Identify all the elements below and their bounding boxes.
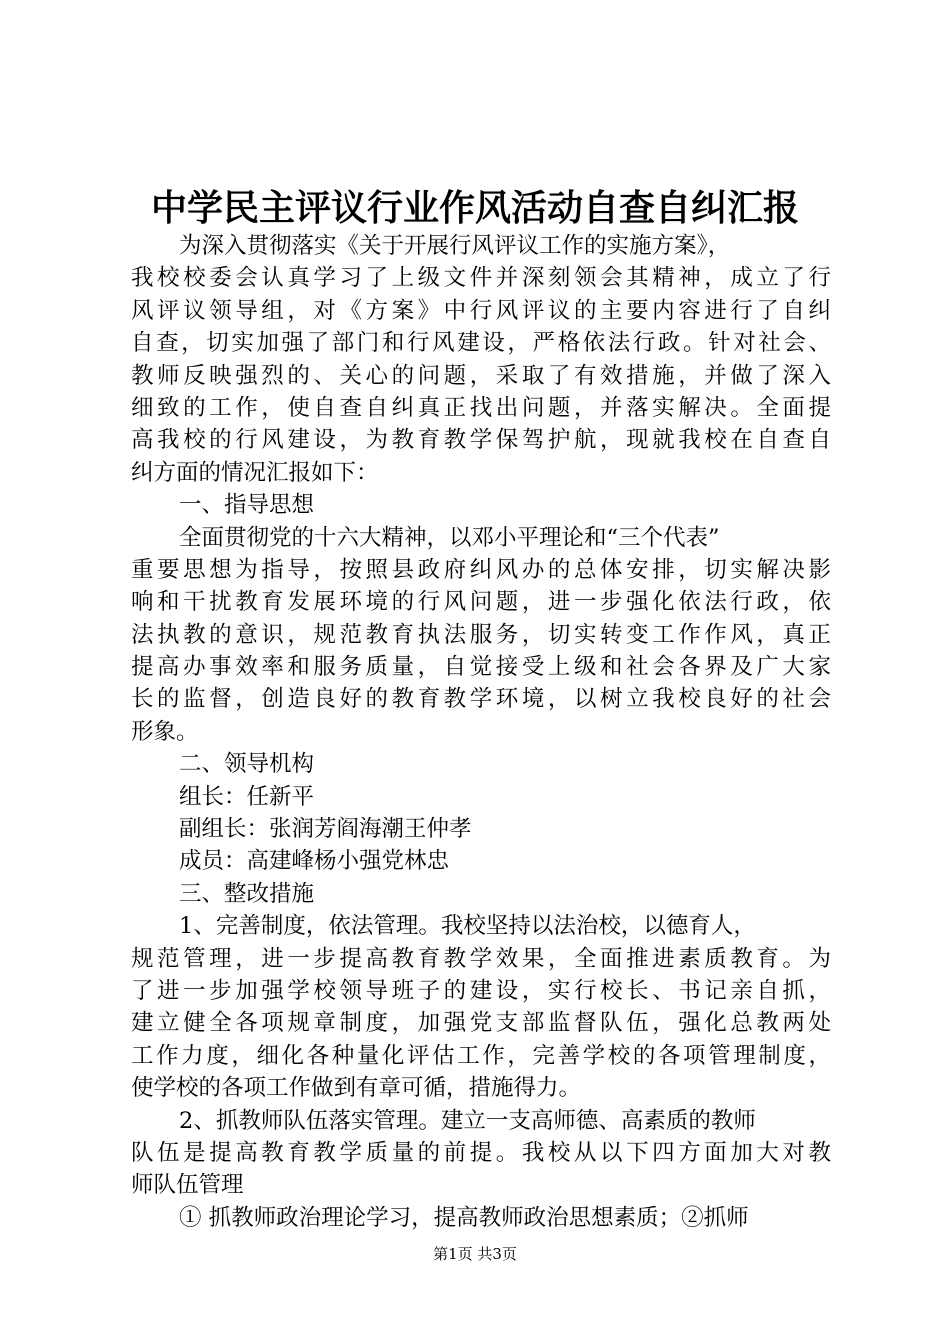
- paragraph-line: 师队伍管理: [131, 1172, 244, 1199]
- paragraph-line: 教师反映强烈的、关心的问题，采取了有效措施，并做了深入: [131, 362, 831, 389]
- leader-line: 组长：任新平: [179, 783, 315, 810]
- paragraph-line: 细致的工作，使自查自纠真正找出问题，并落实解决。全面提: [131, 394, 831, 421]
- deputy-leader-line: 副组长：张润芳阎海潮王仲孝: [179, 816, 472, 843]
- paragraph-line: 纠方面的情况汇报如下：: [131, 459, 379, 486]
- paragraph-line: 自查，切实加强了部门和行风建设，严格依法行政。针对社会、: [131, 330, 831, 357]
- paragraph-line: 提高办事效率和服务质量，自觉接受上级和社会各界及广大家: [131, 654, 831, 681]
- paragraph-line: 法执教的意识，规范教育执法服务，切实转变工作作风，真正: [131, 621, 831, 648]
- paragraph-line: 形象。: [131, 718, 199, 745]
- section-heading: 三、整改措施: [179, 880, 315, 907]
- members-line: 成员：高建峰杨小强党林忠: [179, 848, 450, 875]
- paragraph-line: 队伍是提高教育教学质量的前提。我校从以下四方面加大对教: [131, 1139, 831, 1166]
- paragraph-line: 为深入贯彻落实《关于开展行风评议工作的实施方案》，: [179, 233, 731, 259]
- paragraph-line: 1、完善制度，依法管理。我校坚持以法治校，以德育人，: [179, 913, 756, 940]
- paragraph-line: 响和干扰教育发展环境的行风问题，进一步强化依法行政，依: [131, 589, 831, 616]
- paragraph-line: 我校校委会认真学习了上级文件并深刻领会其精神，成立了行: [131, 265, 831, 292]
- paragraph-line: ① 抓教师政治理论学习，提高教师政治思想素质；②抓师: [179, 1204, 749, 1231]
- paragraph-line: 2、抓教师队伍落实管理。建立一支高师德、高素质的教师: [179, 1107, 756, 1134]
- paragraph-line: 建立健全各项规章制度，加强党支部监督队伍，强化总教两处: [131, 1010, 831, 1037]
- paragraph-line: 长的监督，创造良好的教育教学环境，以树立我校良好的社会: [131, 686, 831, 713]
- paragraph-line: 高我校的行风建设，为教育教学保驾护航，现就我校在自查自: [131, 427, 831, 454]
- section-heading: 一、指导思想: [179, 492, 315, 519]
- paragraph-line: 风评议领导组，对《方案》中行风评议的主要内容进行了自纠: [131, 297, 831, 324]
- document-body: [131, 230, 831, 1234]
- page-footer: 第1页 共3页: [433, 1245, 517, 1263]
- document-title: 中学民主评议行业作风活动自查自纠汇报: [150, 187, 799, 229]
- paragraph-line: 使学校的各项工作做到有章可循，措施得力。: [131, 1075, 582, 1102]
- paragraph-line: 规范管理，进一步提高教育教学效果，全面推进素质教育。为: [131, 945, 831, 972]
- paragraph-line: 了进一步加强学校领导班子的建设，实行校长、书记亲自抓，: [131, 977, 831, 1004]
- paragraph-line: 工作力度，细化各种量化评估工作，完善学校的各项管理制度，: [131, 1042, 831, 1069]
- section-heading: 二、领导机构: [179, 751, 315, 778]
- paragraph-line: 全面贯彻党的十六大精神，以邓小平理论和“三个代表”: [179, 524, 720, 551]
- paragraph-line: 重要思想为指导，按照县政府纠风办的总体安排，切实解决影: [131, 556, 831, 583]
